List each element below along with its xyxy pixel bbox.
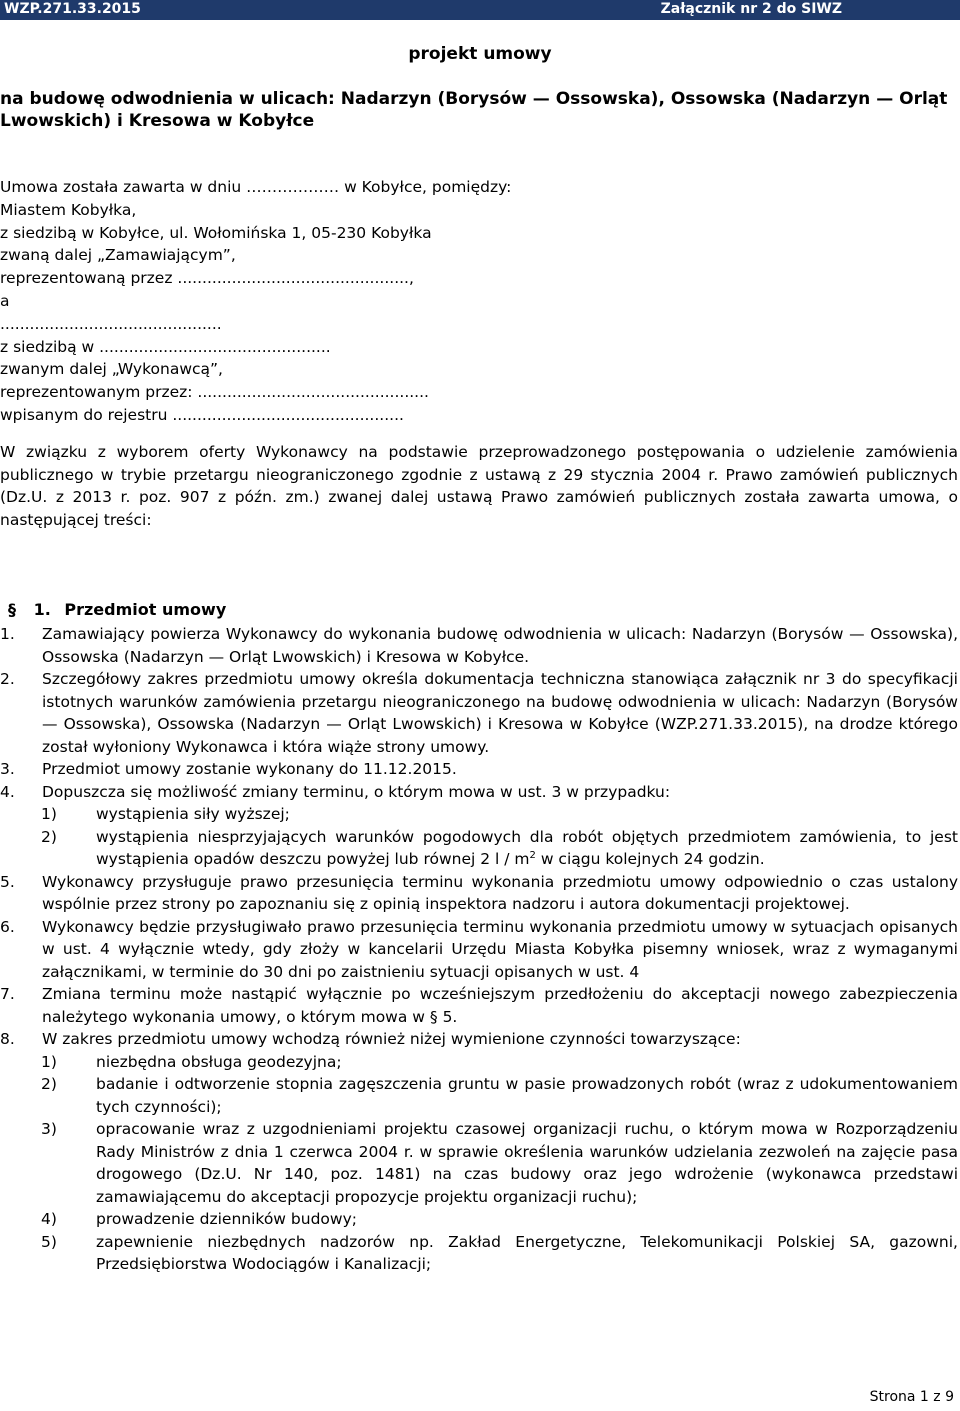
item-text: niezbędna obsługa geodezyjna; <box>96 1052 342 1071</box>
section-title: Przedmiot umowy <box>64 600 227 619</box>
item-text-continued: w ciągu kolejnych 24 godzin. <box>535 850 765 868</box>
item-text: wystąpienia siły wyższej; <box>96 805 290 823</box>
item-number: 3) <box>41 1120 57 1138</box>
sub-list-item <box>0 1208 958 1231</box>
item-number: 1. <box>0 625 15 643</box>
party-line: Umowa została zawarta w dniu ……………… w Kobyłce, pomiędzy: <box>0 178 512 196</box>
party-line: wpisanym do rejestru ............................................... <box>0 405 404 424</box>
party-line: z siedzibą w Kobyłce, ul. Wołomińska 1, 05-230 Kobyłka <box>0 223 432 242</box>
item-text: wystąpienia niesprzyjających warunków pogodowych dla robót objętych przedmiotem zamówienia, to jest wystąpienia opadów deszczu powyżej lub równej 2 l / m <box>96 827 958 868</box>
item-number: 2) <box>41 1075 57 1093</box>
item-text: prowadzenie dzienników budowy; <box>96 1210 357 1228</box>
item-text: opracowanie wraz z uzgodnieniami projektu czasowej organizacji ruchu, o którym mowa w Rozporządzeniu Rady Ministrów z dnia 1 czerwca 2004 r. w sprawie określenia warunków udzielania zezwoleń na zajęcie pasa drogowego (Dz.U. Nr 140, poz. 1481) na czas budowy oraz jego wdrożenie (wykonawca przedstawi zamawiającemu do akceptacji propozycje projektu organizacji ruchu); <box>96 1120 958 1206</box>
sub-list-item <box>0 1231 958 1276</box>
item-text: Zamawiający powierza Wykonawcy do wykonania budowę odwodnienia w ulicach: Nadarzyn (Borysów — Ossowska), Ossowska (Nadarzyn — Orląt Lwowskich) i Kresowa w Kobyłce. <box>42 625 958 666</box>
contract-parties <box>0 176 960 427</box>
contract-subject: na budowę odwodnienia w ulicach: Nadarzyn (Borysów — Ossowska), Ossowska (Nadarzyn — Orląt Lwowskich) i Kresowa w Kobyłce <box>0 89 948 131</box>
list-item <box>0 871 958 916</box>
item-number: 4) <box>41 1210 57 1228</box>
sub-list-item <box>0 803 958 826</box>
item-text: Dopuszcza się możliwość zmiany terminu, o którym mowa w ust. 3 w przypadku: <box>42 782 671 801</box>
list-item <box>0 758 958 781</box>
party-line: zwanym dalej „Wykonawcą”, <box>0 360 223 379</box>
party-line: reprezentowaną przez ..............................................., <box>0 269 414 288</box>
item-text: Wykonawcy przysługuje prawo przesunięcia terminu wykonania przedmiotu umowy odpowiednio o czas ustalony wspólnie przez strony po zapoznaniu się z opinią inspektora nadzoru i autora dokumentacji projektowej. <box>42 872 958 913</box>
party-line: a <box>0 291 10 310</box>
item-number: 8. <box>0 1030 15 1048</box>
item-text: Wykonawcy będzie przysługiwało prawo przesunięcia terminu wykonania przedmiotu umowy w sytuacjach opisanych w ust. 4 wyłącznie wtedy, gdy złoży w kancelarii Urzędu Miasta Kobyłka pisemny wniosek, wraz z wymaganymi załącznikami, w terminie do 30 dni po zaistnieniu sytuacji opisanych w ust. 4 <box>42 917 958 981</box>
item-number: 3. <box>0 760 15 778</box>
item-number: 1) <box>41 805 57 823</box>
party-line: z siedzibą w ............................................... <box>0 337 331 356</box>
list-item <box>0 916 958 984</box>
item-number: 5) <box>41 1232 57 1251</box>
party-line: zwaną dalej „Zamawiającym”, <box>0 246 236 265</box>
section-heading <box>0 600 960 619</box>
attachment-label: Załącznik nr 2 do SIWZ <box>660 1 842 17</box>
list-item <box>0 983 958 1028</box>
list-item <box>0 668 958 758</box>
page-header-bar <box>0 0 960 20</box>
sub-list-item <box>0 1073 958 1118</box>
item-number: 2) <box>41 827 57 846</box>
superscript: 2 <box>529 849 536 861</box>
list-item <box>0 623 958 668</box>
intro-paragraph: W związku z wyborem oferty Wykonawcy na podstawie przeprowadzonego postępowania o udzielenie zamówienia publicznego w trybie przetargu nieograniczonego zgodnie z ustawą z 29 stycznia 2004 r. Prawo zamówień publicznych (Dz.U. z 2013 r. poz. 907 z późn. zm.) zwanej dalej ustawą Prawo zamówień publicznych została zawarta umowa, o następującej treści: <box>0 443 958 529</box>
list-item <box>0 781 958 804</box>
party-line: reprezentowanym przez: ............................................... <box>0 383 429 402</box>
sub-list-item <box>0 1051 958 1074</box>
item-text: Przedmiot umowy zostanie wykonany do 11.12.2015. <box>42 760 457 778</box>
item-text: W zakres przedmiotu umowy wchodzą również niżej wymienione czynności towarzyszące: <box>42 1030 741 1048</box>
item-text: badanie i odtworzenie stopnia zagęszczenia gruntu w pasie prowadzonych robót (wraz z udokumentowaniem tych czynności); <box>96 1075 958 1116</box>
section-symbol: § <box>8 600 16 619</box>
item-number: 4. <box>0 782 15 801</box>
item-number: 1) <box>41 1052 57 1071</box>
sub-list-item <box>0 1118 958 1208</box>
item-text: Szczegółowy zakres przedmiotu umowy określa dokumentacja techniczna stanowiąca załącznik nr 3 do specyfikacji istotnych warunków zamówienia przetargu nieograniczonego na budowę odwodnienia w ulicach: Nadarzyn (Borysów — Ossowska), Ossowska (Nadarzyn — Orląt Lwowskich) i Kresowa w Kobyłce (WZP.271.33.2015), na drodze którego został wyłoniony Wykonawca i która wiąże strony umowy. <box>42 670 958 756</box>
item-number: 5. <box>0 872 15 891</box>
page-number: Strona 1 z 9 <box>869 1389 954 1405</box>
item-text: zapewnienie niezbędnych nadzorów np. Zakład Energetyczne, Telekomunikacji Polskiej SA, gazowni, Przedsiębiorstwa Wodociągów i Kanalizacji; <box>96 1232 958 1273</box>
sub-list-item <box>0 826 958 871</box>
document-reference: WZP.271.33.2015 <box>4 1 141 17</box>
party-line: ............................................. <box>0 314 222 333</box>
section-items <box>0 623 958 1276</box>
item-number: 2. <box>0 670 15 688</box>
item-number: 6. <box>0 917 15 936</box>
document-title: projekt umowy <box>408 44 552 64</box>
party-line: Miastem Kobyłka, <box>0 200 137 219</box>
list-item <box>0 1028 958 1051</box>
item-text: Zmiana terminu może nastąpić wyłącznie po wcześniejszym przedłożeniu do akceptacji nowego zabezpieczenia należytego wykonania umowy, o którym mowa w § 5. <box>42 985 958 1026</box>
item-number: 7. <box>0 985 15 1003</box>
section-number: 1. <box>33 600 51 619</box>
